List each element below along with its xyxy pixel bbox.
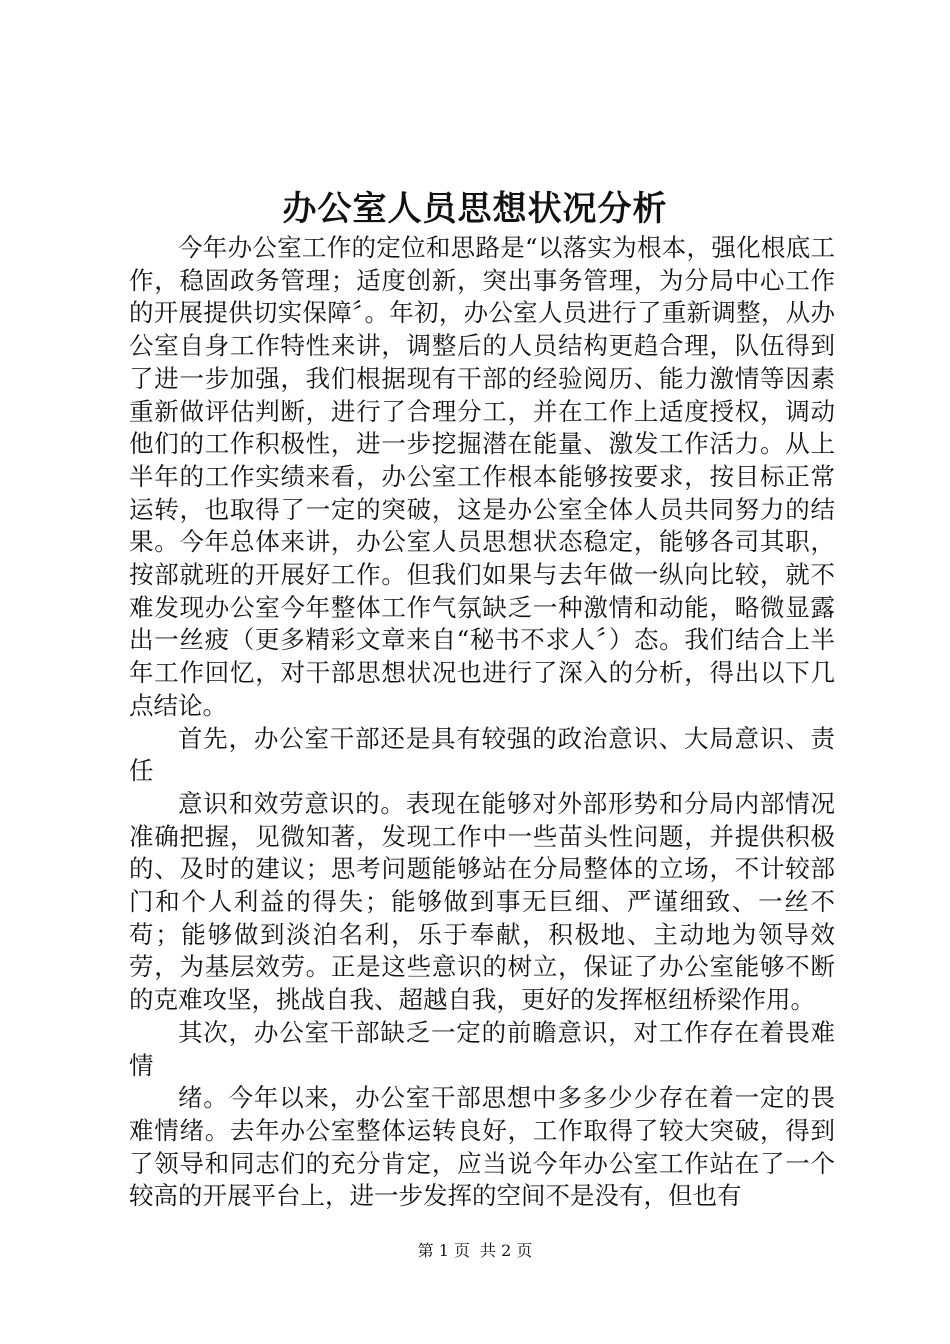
document-title: 办公室人员思想状况分析 — [282, 189, 668, 229]
page-number-total: 共 2 页 — [480, 1241, 533, 1260]
paragraph-intro: 今年办公室工作的定位和思路是“以落实为根本，强化根底工作，稳固政务管理；适度创新，突出事务管理，为分局中心工作的开展提供切实保障〞。年初，办公室人员进行了重新调整，从办公室自身工作特性来讲，调整后的人员结构更趋合理，队伍得到了进一步加强，我们根据现有干部的经验阅历、能力激情等因素重新做评估判断，进行了合理分工，并在工作上适度授权，调动他们的工作积极性，进一步挖掘潜在能量、激发工作活力。从上半年的工作实绩来看，办公室工作根本能够按要求，按目标正常运转，也取得了一定的突破，这是办公室全体人员共同努力的结果。今年总体来讲，办公室人员思想状态稳定，能够各司其职，按部就班的开展好工作。但我们如果与去年做一纵向比较，就不难发现办公室今年整体工作气氛缺乏一种激情和动能，略微显露出一丝疲（更多精彩文章来自“秘书不求人〞）态。我们结合上半年工作回忆，对干部思想状况也进行了深入的分析，得出以下几点结论。 — [129, 233, 835, 720]
page-footer — [0, 1239, 950, 1263]
page-number-current: 第 1 页 — [417, 1241, 470, 1260]
paragraph-second-point-body: 绪。今年以来，办公室干部思想中多多少少存在着一定的畏难情绪。去年办公室整体运转良好，工作取得了较大突破，得到了领导和同志们的充分肯定，应当说今年办公室工作站在了一个较高的开展平台上，进一步发挥的空间不是没有，但也有 — [129, 1083, 835, 1211]
paragraph-second-point-heading: 其次，办公室干部缺乏一定的前瞻意识，对工作存在着畏难情 — [129, 1017, 835, 1080]
paragraph-first-point-heading: 首先，办公室干部还是具有较强的政治意识、大局意识、责任 — [129, 723, 835, 786]
paragraph-first-point-body: 意识和效劳意识的。表现在能够对外部形势和分局内部情况准确把握，见微知著，发现工作中一些苗头性问题，并提供积极的、及时的建议；思考问题能够站在分局整体的立场，不计较部门和个人利益的得失；能够做到事无巨细、严谨细致、一丝不苟；能够做到淡泊名利，乐于奉献，积极地、主动地为领导效劳，为基层效劳。正是这些意识的树立，保证了办公室能够不断的克难攻坚，挑战自我、超越自我，更好的发挥枢纽桥梁作用。 — [129, 788, 835, 1015]
document-body — [129, 232, 835, 1213]
